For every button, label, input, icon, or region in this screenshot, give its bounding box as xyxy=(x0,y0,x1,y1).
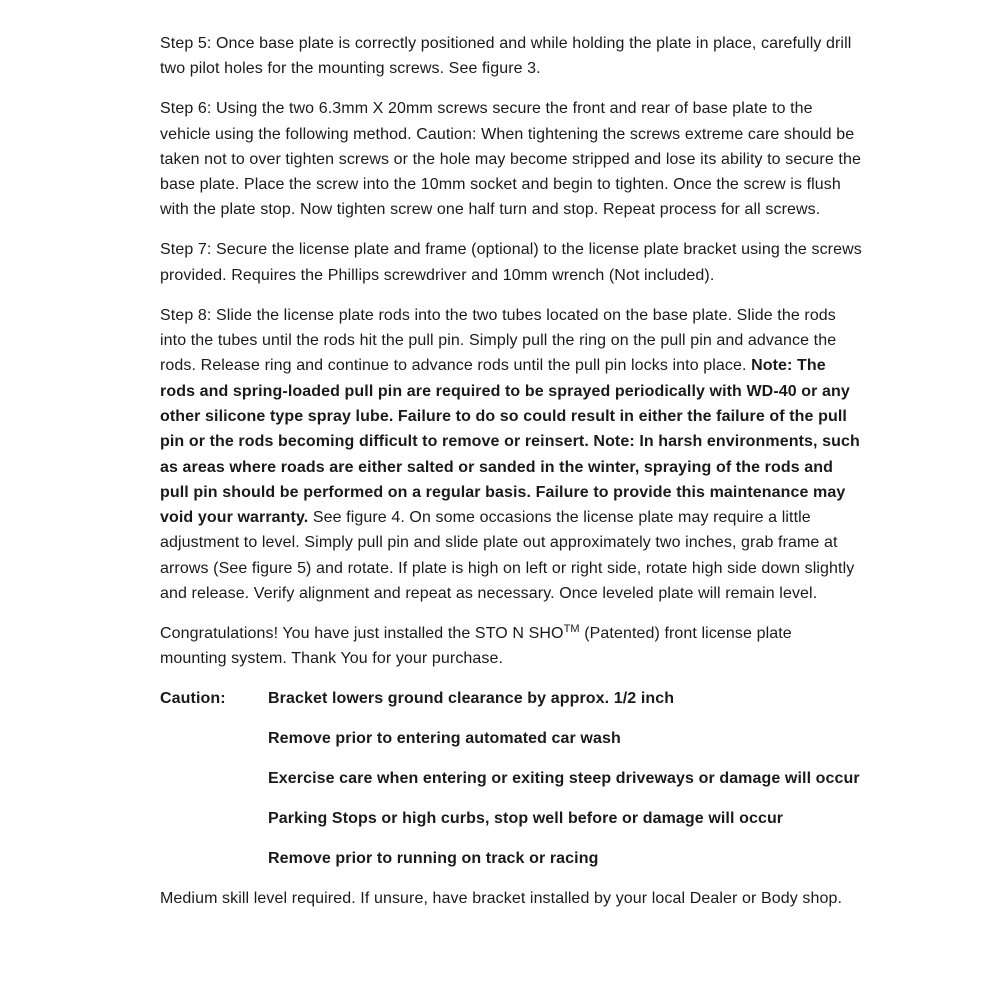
step-5-paragraph: Step 5: Once base plate is correctly positioned and while holding the plate in place, carefully drill two pilot holes for the mounting screws. See figure 3. xyxy=(160,35,852,78)
caution-row-2 xyxy=(160,726,862,751)
caution-row-1 xyxy=(160,686,862,711)
congrats-after: (Patented) front license plate mounting system. Thank You for your purchase. xyxy=(160,624,792,668)
step-7-paragraph: Step 7: Secure the license plate and frame (optional) to the license plate bracket using the screws provided. Requires the Phillips screwdriver and 10mm wrench (Not included). xyxy=(160,241,862,284)
caution-row-3 xyxy=(160,766,862,791)
caution-label: Caution: xyxy=(160,690,226,708)
step-8-paragraph xyxy=(160,303,862,607)
congratulations-paragraph xyxy=(160,621,862,672)
step-6-paragraph: Step 6: Using the two 6.3mm X 20mm screws secure the front and rear of base plate to the vehicle using the following method. Caution: When tightening the screws extreme care should be taken not to over tighten screws or the hole may become stripped and lose its ability to secure the base plate. Place the screw into the 10mm socket and begin to tighten. Once the screw is flush with the plate stop. Now tighten screw one half turn and stop. Repeat process for all screws. xyxy=(160,100,861,219)
skill-level-paragraph: Medium skill level required. If unsure, have bracket installed by your local Dealer or Body shop. xyxy=(160,890,843,908)
step-8-outro: See figure 4. On some occasions the license plate may require a little adjustment to level. Simply pull pin and slide plate out approximately two inches, grab frame at arrows (See figure 5) and rotate. If plate is high on left or right side, rotate high side down slightly and release. Verify alignment and repeat as necessary. Once leveled plate will remain level. xyxy=(160,509,855,602)
caution-item-driveways: Exercise care when entering or exiting steep driveways or damage will occur xyxy=(268,770,860,788)
congrats-before: Congratulations! You have just installed the STO N SHO xyxy=(160,624,564,642)
caution-row-5 xyxy=(160,846,862,871)
caution-item-parking-stops: Parking Stops or high curbs, stop well before or damage will occur xyxy=(268,810,784,828)
caution-item-car-wash: Remove prior to entering automated car wash xyxy=(268,730,621,748)
caution-item-ground-clearance: Bracket lowers ground clearance by approx. 1/2 inch xyxy=(268,690,675,708)
step-8-maintenance-note: Note: The rods and spring-loaded pull pin are required to be sprayed periodically with WD-40 or any other silicone type spray lube. Failure to do so could result in either the failure of the pull pin or the rods becoming difficult to remove or reinsert. Note: In harsh environments, such as areas where roads are either salted or sanded in the winter, spraying of the rods and pull pin should be performed on a regular basis. Failure to provide this maintenance may void your warranty. xyxy=(160,357,860,527)
document-page xyxy=(160,31,862,926)
caution-row-4 xyxy=(160,806,862,831)
caution-item-track-racing: Remove prior to running on track or racing xyxy=(268,850,599,868)
trademark-mark: TM xyxy=(563,622,580,635)
step-8-intro: Step 8: Slide the license plate rods into the two tubes located on the base plate. Slide the rods into the tubes until the rods hit the pull pin. Simply pull the ring on the pull pin and advance the rods. Release ring and continue to advance rods until the pull pin locks into place. xyxy=(160,306,837,375)
